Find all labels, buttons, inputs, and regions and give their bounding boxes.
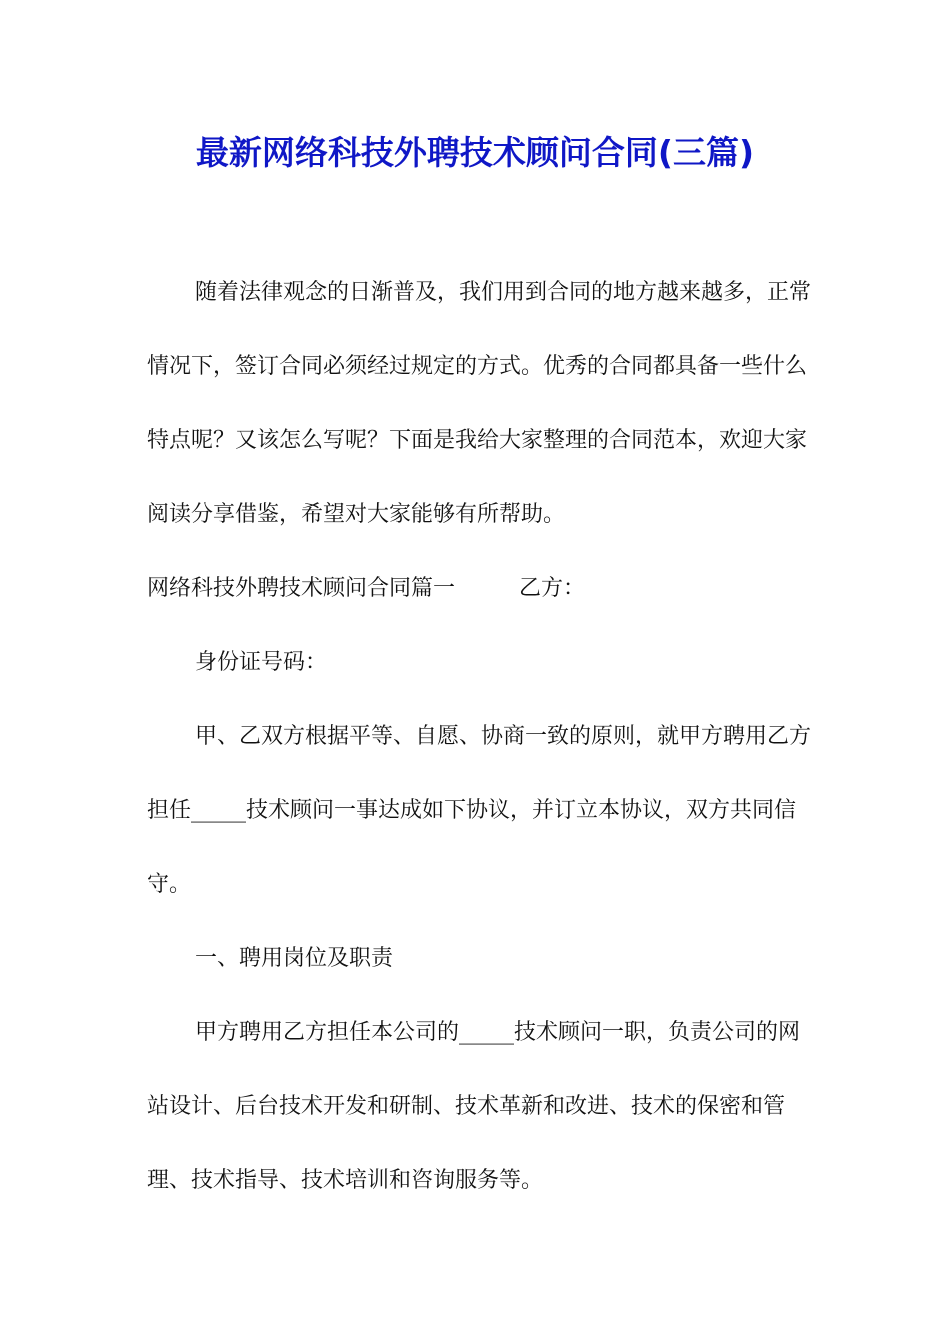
section-heading: 网络科技外聘技术顾问合同篇一: [147, 576, 456, 601]
document-body: [147, 256, 817, 1218]
intro-paragraph: 随着法律观念的日渐普及，我们用到合同的地方越来越多，正常情况下，签订合同必须经过规定的方式。优秀的合同都具备一些什么特点呢？又该怎么写呢？下面是我给大家整理的合同范本，欢迎大家阅读分享借鉴，希望对大家能够有所帮助。: [147, 280, 812, 527]
clause-one-heading: 一、聘用岗位及职责: [195, 946, 394, 971]
id-number-label: 身份证号码：: [195, 650, 328, 675]
party-b-label: 乙方：: [519, 576, 586, 601]
document-title: 最新网络科技外聘技术顾问合同(三篇): [195, 133, 755, 172]
section-heading-line: [147, 552, 817, 626]
agreement-paragraph: 甲、乙双方根据平等、自愿、协商一致的原则，就甲方聘用乙方担任_____技术顾问一事达成如下协议，并订立本协议，双方共同信守。: [147, 724, 812, 897]
clause-one-text: 甲方聘用乙方担任本公司的_____技术顾问一职，负责公司的网站设计、后台技术开发和研制、技术革新和改进、技术的保密和管理、技术指导、技术培训和咨询服务等。: [147, 1020, 801, 1193]
